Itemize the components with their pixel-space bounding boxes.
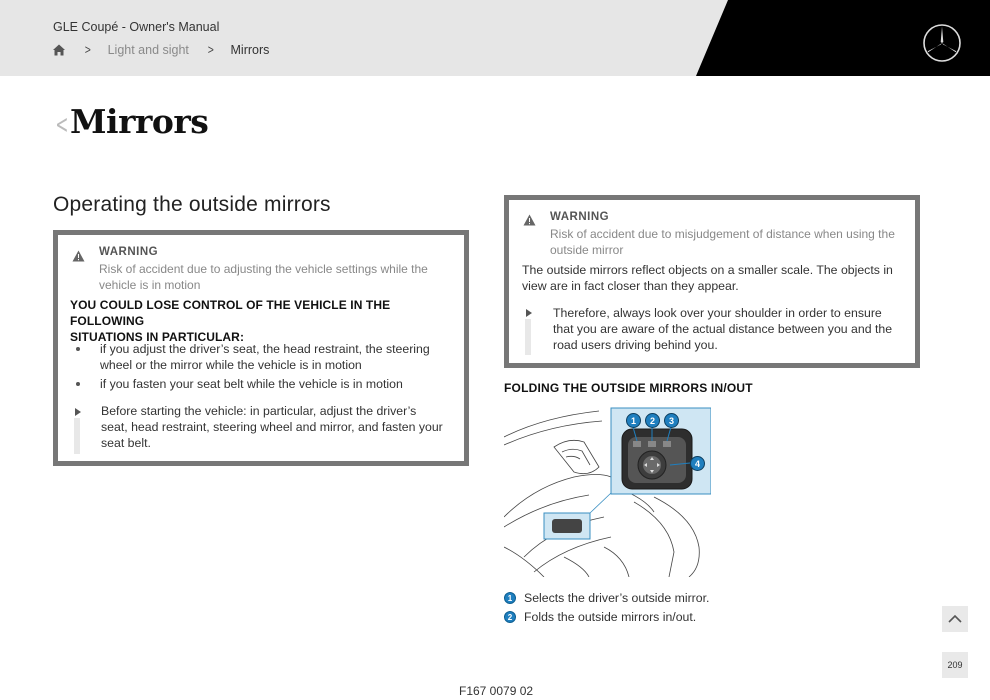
body-line: The outside mirrors reflect objects on a smaller scale. The objects in bbox=[522, 263, 893, 277]
instruction-line: that you are aware of the actual distance between you and the bbox=[553, 322, 893, 336]
back-chevron-icon[interactable]: < bbox=[55, 110, 69, 140]
figure-callout-1: 1 bbox=[626, 413, 641, 428]
bullet-item: if you fasten your seat belt while the vehicle is in motion bbox=[100, 377, 403, 391]
chevron-up-icon bbox=[948, 614, 962, 624]
warning-heading: WARNING bbox=[99, 246, 159, 258]
legend-item-2 bbox=[504, 610, 696, 624]
warning-body-text bbox=[522, 262, 912, 294]
bullet-item bbox=[100, 341, 450, 373]
instruction-side-bar bbox=[525, 319, 531, 355]
mercedes-star-logo[interactable] bbox=[922, 23, 962, 63]
legend-number-badge: 2 bbox=[504, 611, 516, 623]
warning-subtitle bbox=[99, 261, 459, 293]
page-number-badge: 209 bbox=[942, 652, 968, 678]
manual-title: GLE Coupé - Owner's Manual bbox=[53, 20, 220, 34]
instruction-arrow-icon bbox=[75, 408, 81, 416]
warning-triangle-icon bbox=[523, 214, 536, 226]
instruction-line: Therefore, always look over your shoulder in order to ensure bbox=[553, 306, 882, 320]
chevron-right-icon: > bbox=[207, 42, 214, 57]
scroll-to-top-button[interactable] bbox=[942, 606, 968, 632]
breadcrumb bbox=[52, 42, 269, 57]
legend-item-1 bbox=[504, 591, 709, 605]
instruction-line: Before starting the vehicle: in particular, adjust the driver’s bbox=[101, 404, 417, 418]
warning-subtitle bbox=[550, 226, 910, 258]
instruction-line: seat, head restraint, steering wheel and mirror, and fasten your bbox=[101, 420, 443, 434]
warning-box-left bbox=[53, 230, 469, 466]
home-icon[interactable] bbox=[52, 43, 66, 57]
legend-number-badge: 1 bbox=[504, 592, 516, 604]
figure-callout-2: 2 bbox=[645, 413, 660, 428]
bullet-line: if you adjust the driver’s seat, the head restraint, the steering bbox=[100, 342, 430, 356]
warning-caps-line: YOU COULD LOSE CONTROL OF THE VEHICLE IN THE FOLLOWING bbox=[70, 298, 391, 328]
figure-callout-3: 3 bbox=[664, 413, 679, 428]
figure-code: F167 0079 02 bbox=[459, 684, 534, 698]
breadcrumb-item-light-and-sight[interactable]: Light and sight bbox=[107, 42, 189, 57]
legend-text: Folds the outside mirrors in/out. bbox=[524, 610, 697, 624]
warning-heading: WARNING bbox=[550, 211, 610, 223]
instruction-text bbox=[553, 305, 913, 353]
breadcrumb-item-mirrors: Mirrors bbox=[230, 42, 270, 57]
warning-box-right bbox=[504, 195, 920, 368]
figure-callout-4: 4 bbox=[690, 456, 705, 471]
top-header bbox=[0, 0, 990, 76]
instruction-arrow-icon bbox=[526, 309, 532, 317]
bullet-line: wheel or the mirror while the vehicle is in motion bbox=[100, 358, 362, 372]
warning-subtitle-line: vehicle is in motion bbox=[99, 278, 201, 292]
bullet-dot bbox=[76, 382, 80, 386]
warning-subtitle-line: Risk of accident due to misjudgement of distance when using the bbox=[550, 227, 895, 241]
instruction-text bbox=[101, 403, 451, 451]
warning-subtitle-line: Risk of accident due to adjusting the vehicle settings while the bbox=[99, 262, 428, 276]
instruction-line: seat belt. bbox=[101, 436, 151, 450]
folding-heading: FOLDING THE OUTSIDE MIRRORS IN/OUT bbox=[504, 381, 753, 395]
warning-caps-text bbox=[70, 297, 450, 345]
page-title: Mirrors bbox=[70, 102, 209, 141]
section-title: Operating the outside mirrors bbox=[53, 193, 331, 216]
instruction-side-bar bbox=[74, 418, 80, 454]
door-panel-mirror-controls-illustration bbox=[504, 407, 711, 577]
bullet-dot bbox=[76, 347, 80, 351]
body-line: view are in fact closer than they appear. bbox=[522, 279, 739, 293]
instruction-line: road users driving behind you. bbox=[553, 338, 718, 352]
legend-text: Selects the driver’s outside mirror. bbox=[524, 591, 710, 605]
warning-caps-line: SITUATIONS IN PARTICULAR: bbox=[70, 330, 245, 344]
warning-triangle-icon bbox=[72, 250, 85, 262]
chevron-right-icon: > bbox=[84, 42, 91, 57]
warning-subtitle-line: outside mirror bbox=[550, 243, 624, 257]
